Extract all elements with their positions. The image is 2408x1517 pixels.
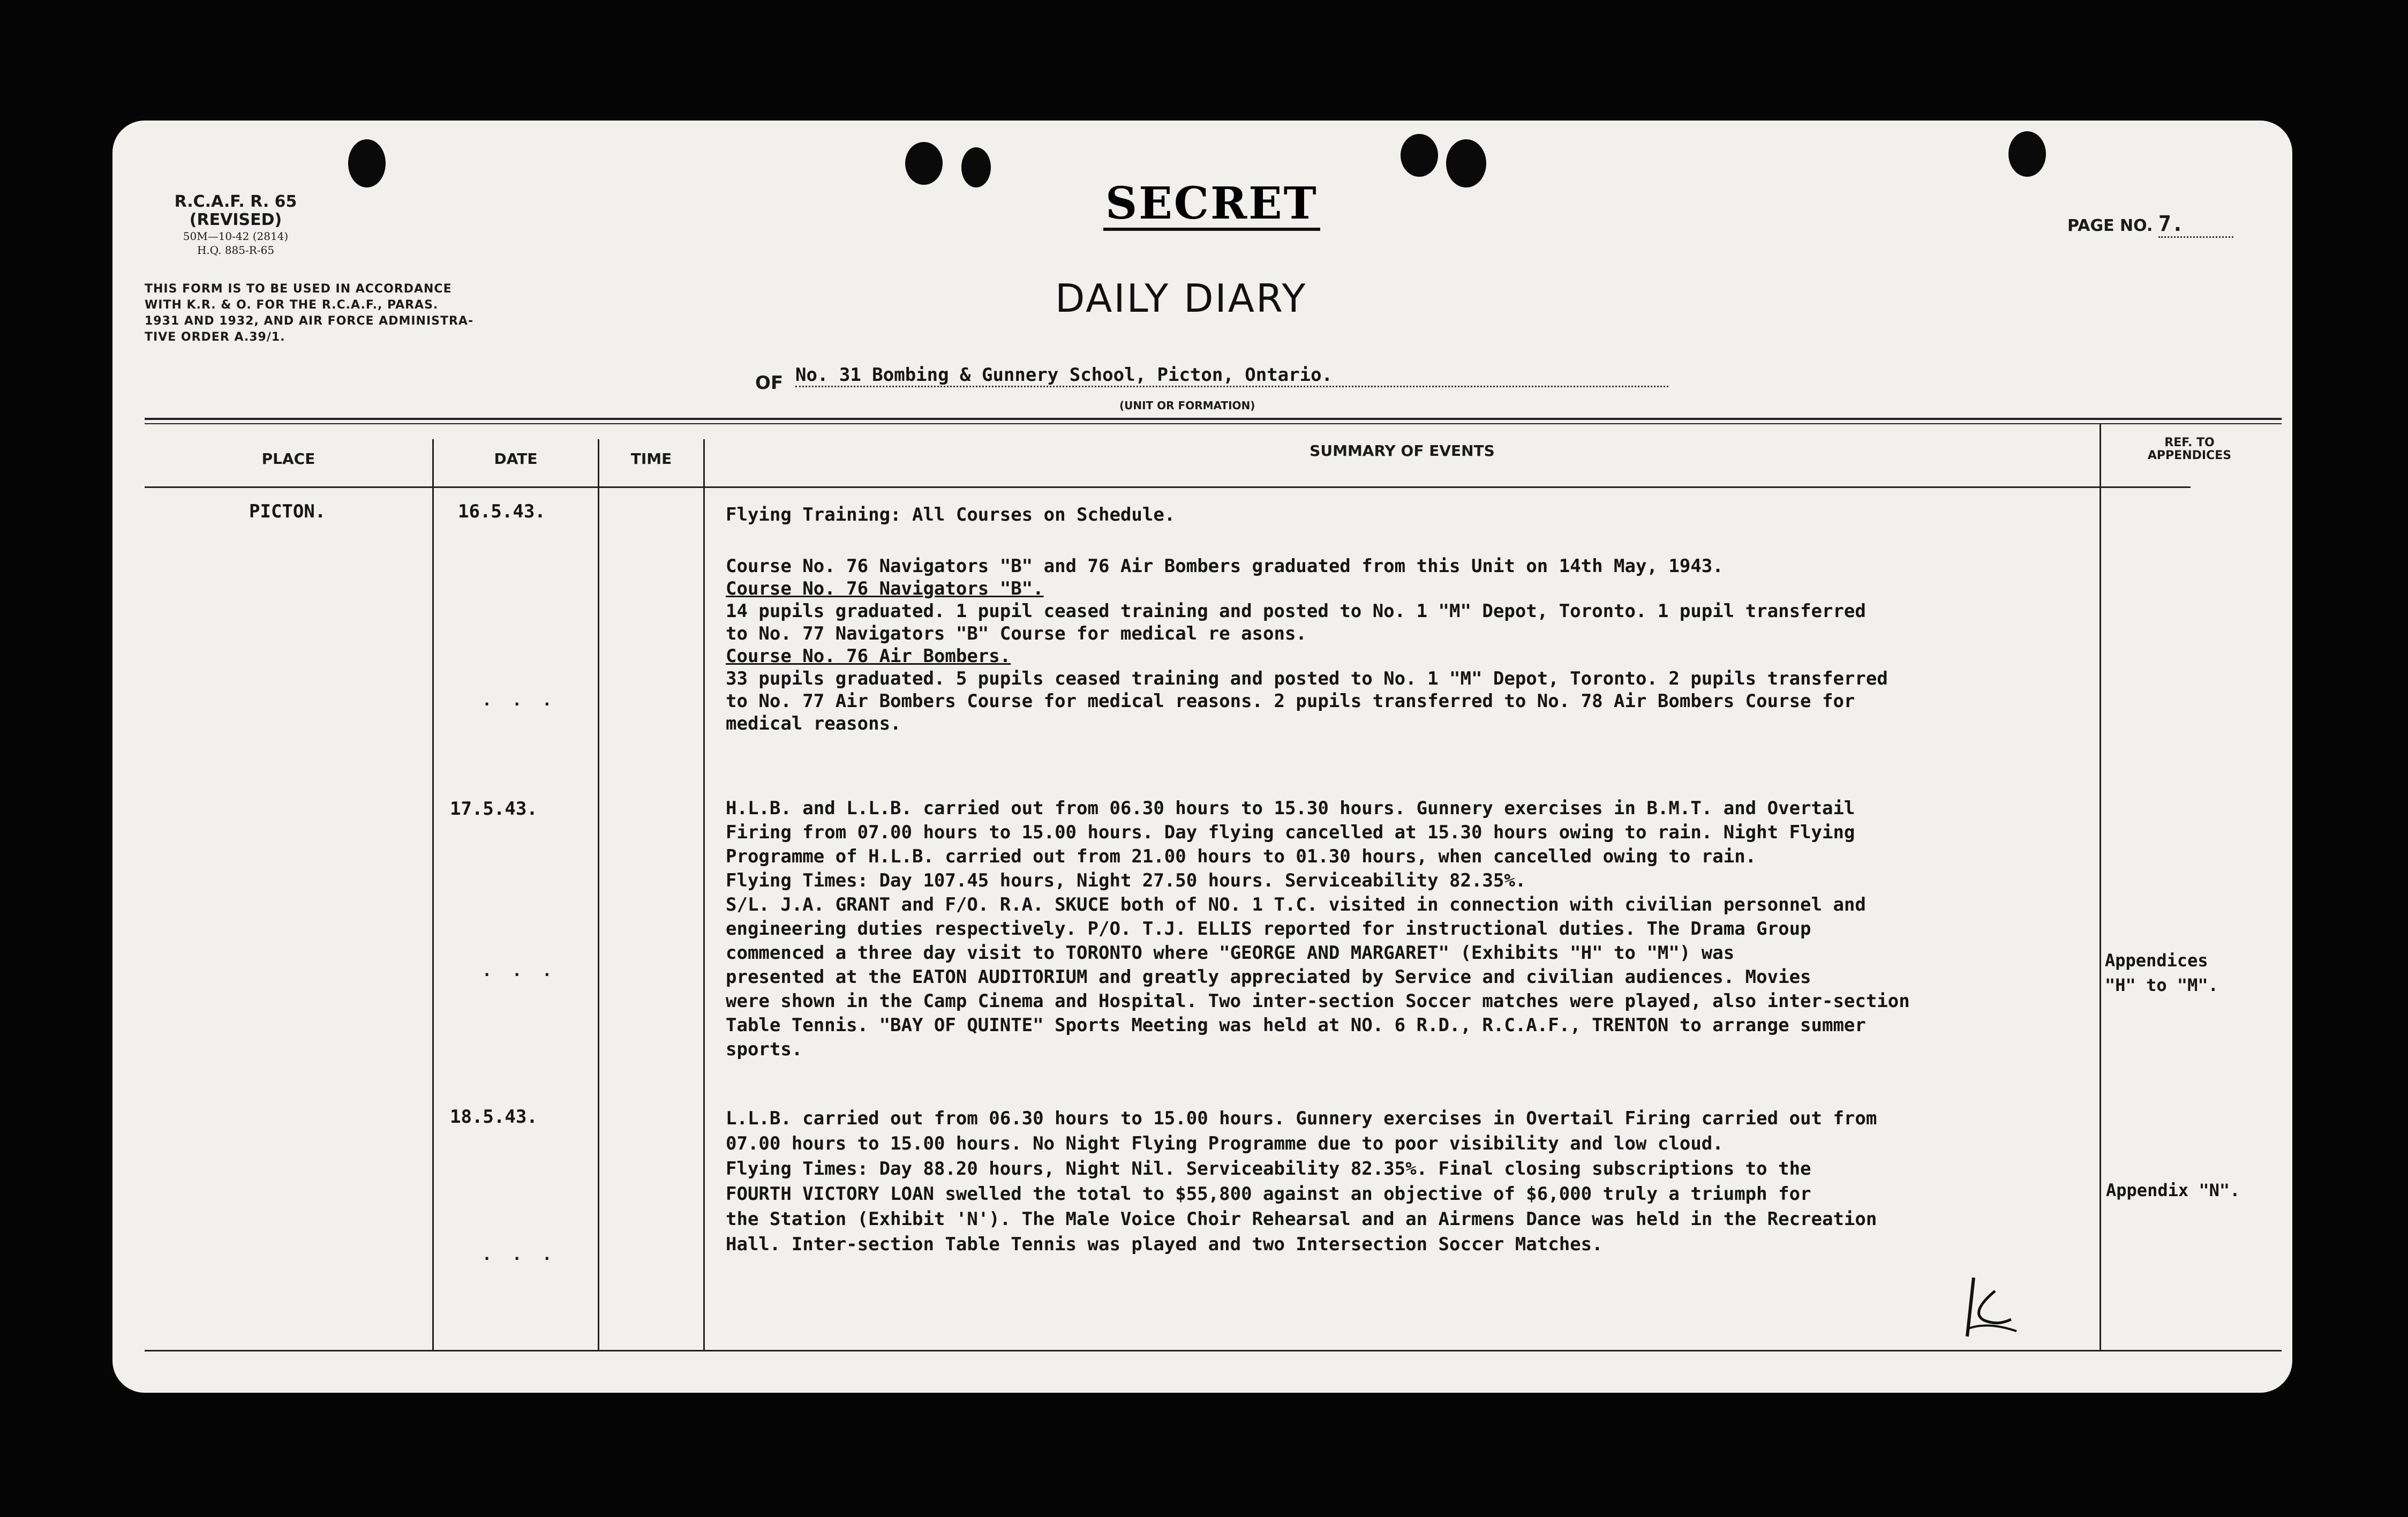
binder-hole [961, 147, 991, 187]
page-title: DAILY DIARY [1055, 276, 1307, 321]
entry-date: 16.5.43. [458, 501, 546, 522]
summary-line [726, 528, 1888, 553]
ref-header-line: REF. TO [2164, 436, 2215, 449]
page-label: PAGE NO. [2067, 216, 2153, 235]
summary-line: FOURTH VICTORY LOAN swelled the total to $55,800 against an objective of $6,000 truly a triumph for [726, 1183, 1811, 1205]
column-divider [432, 439, 434, 1350]
binder-hole [905, 142, 943, 185]
form-hq-code: H.Q. 885-R-65 [197, 244, 275, 257]
column-divider [598, 439, 599, 1350]
summary-line: Firing from 07.00 hours to 15.00 hours. Day flying cancelled at 15.30 hours owing to rain. Night Flying [726, 822, 1855, 843]
form-print-code: 50M—10-42 (2814) [183, 230, 289, 243]
entry-summary [726, 502, 1888, 737]
appendix-reference [2105, 948, 2218, 997]
column-header-ref [2101, 437, 2278, 462]
summary-line: Programme of H.L.B. carried out from 21.00 hours to 01.30 hours, when cancelled owing to rain. [726, 846, 1757, 867]
appendix-reference [2106, 1180, 2240, 1200]
summary-heading: Course No. 76 Air Bombers. [726, 645, 1011, 667]
table-bottom-rule [145, 1350, 2282, 1351]
summary-line: the Station (Exhibit 'N'). The Male Voice Choir Rehearsal and an Airmens Dance was held in the Recreation [726, 1208, 1877, 1230]
column-divider [2100, 423, 2101, 1350]
form-number: R.C.A.F. R. 65 (REVISED) [174, 192, 297, 229]
unit-name: No. 31 Bombing & Gunnery School, Picton, Ontario. [795, 364, 1668, 387]
entry-place: PICTON. [249, 501, 326, 522]
instruction-line: WITH K.R. & O. FOR THE R.C.A.F., PARAS. [145, 298, 439, 312]
entry-date-continuation: . . . [482, 962, 558, 980]
instruction-line: THIS FORM IS TO BE USED IN ACCORDANCE [145, 282, 452, 296]
summary-line: Flying Times: Day 88.20 hours, Night Nil. Serviceability 82.35%. Final closing subscriptions to the [726, 1158, 1811, 1180]
ref-header-line: APPENDICES [2147, 449, 2232, 462]
summary-line: Flying Training: All Courses on Schedule. [726, 504, 1176, 525]
summary-line: sports. [726, 1039, 803, 1060]
column-divider [703, 439, 705, 1350]
summary-line: S/L. J.A. GRANT and F/O. R.A. SKUCE both of NO. 1 T.C. visited in connection with civilian personnel and [726, 894, 1866, 915]
header-bottom-rule [145, 486, 2191, 488]
form-reference [155, 193, 316, 257]
entry-summary [726, 797, 1910, 1062]
summary-line: engineering duties respectively. P/O. T.J. ELLIS reported for instructional duties. The Drama Group [726, 918, 1811, 940]
table-top-rule [145, 418, 2282, 420]
page-value: 7. [2158, 212, 2233, 238]
table-top-rule-inner [145, 423, 2282, 424]
summary-line: Course No. 76 Navigators "B" and 76 Air Bombers graduated from this Unit on 14th May, 1943. [726, 555, 1724, 577]
column-header-date: DATE [494, 450, 538, 468]
summary-line: were shown in the Camp Cinema and Hospital. Two inter-section Soccer matches were played, also inter-section [726, 990, 1910, 1012]
appendix-ref-line: Appendices [2105, 950, 2208, 971]
classification-stamp: SECRET [1103, 179, 1320, 231]
diary-form [112, 121, 2292, 1393]
entry-date: 18.5.43. [450, 1106, 538, 1128]
binder-hole [348, 139, 386, 187]
summary-line: medical reasons. [726, 713, 901, 734]
summary-line: 07.00 hours to 15.00 hours. No Night Flying Programme due to poor visibility and low cloud. [726, 1133, 1724, 1154]
summary-line: 14 pupils graduated. 1 pupil ceased training and posted to No. 1 "M" Depot, Toronto. 1 pupil transferred [726, 600, 1866, 622]
column-header-time: TIME [630, 450, 672, 468]
handwritten-initials [1958, 1272, 2022, 1347]
entry-summary [726, 1106, 1877, 1257]
appendix-ref-line: Appendix "N". [2106, 1180, 2240, 1200]
summary-line: to No. 77 Navigators "B" Course for medical re asons. [726, 623, 1307, 644]
entry-date-continuation: . . . [482, 1245, 558, 1264]
column-header-summary: SUMMARY OF EVENTS [1310, 442, 1495, 460]
instruction-line: 1931 AND 1932, AND AIR FORCE ADMINISTRA- [145, 314, 474, 328]
summary-line: Table Tennis. "BAY OF QUINTE" Sports Meeting was held at NO. 6 R.D., R.C.A.F., TRENTON to arrange summer [726, 1015, 1866, 1036]
unit-caption: (UNIT OR FORMATION) [1119, 399, 1255, 412]
form-instructions [145, 281, 552, 346]
column-header-place: PLACE [261, 450, 315, 468]
summary-line: presented at the EATON AUDITORIUM and greatly appreciated by Service and civilian audiences. Movies [726, 966, 1811, 988]
appendix-ref-line: "H" to "M". [2105, 975, 2218, 995]
binder-hole [1446, 139, 1486, 187]
entry-date: 17.5.43. [450, 798, 538, 820]
binder-hole [2008, 131, 2046, 177]
instruction-line: TIVE ORDER A.39/1. [145, 331, 285, 344]
entry-date-continuation: . . . [482, 691, 558, 710]
summary-heading: Course No. 76 Navigators "B". [726, 578, 1044, 599]
summary-line: commenced a three day visit to TORONTO where "GEORGE AND MARGARET" (Exhibits "H" to "M") was [726, 942, 1735, 964]
of-label: OF [755, 372, 784, 394]
summary-line: L.L.B. carried out from 06.30 hours to 15.00 hours. Gunnery exercises in Overtail Firing carried out from [726, 1108, 1877, 1129]
page-number [2067, 212, 2233, 238]
summary-line: 33 pupils graduated. 5 pupils ceased training and posted to No. 1 "M" Depot, Toronto. 2 pupils transferred [726, 668, 1888, 689]
summary-line: H.L.B. and L.L.B. carried out from 06.30 hours to 15.30 hours. Gunnery exercises in B.M.T. and Overtail [726, 798, 1855, 819]
summary-line: to No. 77 Air Bombers Course for medical reasons. 2 pupils transferred to No. 78 Air Bombers Course for [726, 690, 1855, 712]
summary-line: Flying Times: Day 107.45 hours, Night 27.50 hours. Serviceability 82.35%. [726, 870, 1526, 891]
binder-hole [1401, 134, 1438, 177]
summary-line: Hall. Inter-section Table Tennis was played and two Intersection Soccer Matches. [726, 1234, 1603, 1255]
